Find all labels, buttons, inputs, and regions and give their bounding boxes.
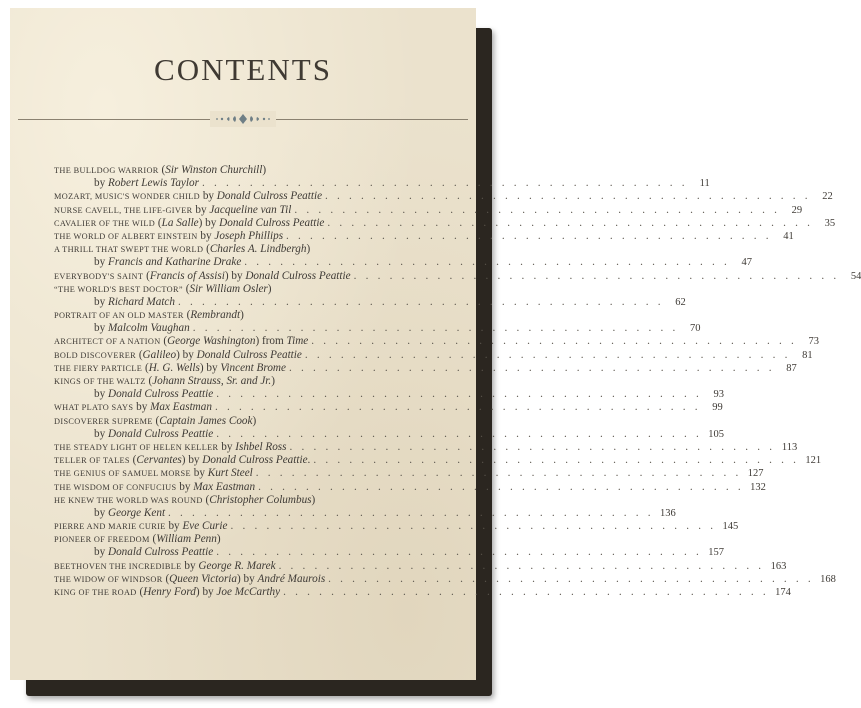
entry-title: PORTRAIT OF AN OLD MASTER bbox=[54, 311, 184, 321]
entry-title: BOLD DISCOVERER bbox=[54, 350, 137, 360]
toc-first-line bbox=[54, 401, 212, 414]
dot-leader: . . . . . . . . . . . . . . . . . . . . . . . . . . . . . . . . . . . . . . . . . bbox=[216, 388, 702, 401]
toc-entry bbox=[54, 480, 766, 494]
page-number: 54 bbox=[850, 270, 861, 282]
entry-author: Ishbel Ross bbox=[235, 440, 287, 453]
toc-entry bbox=[54, 401, 723, 414]
byline: by Robert Lewis Taylor bbox=[94, 177, 199, 190]
page-number: 29 bbox=[791, 204, 803, 216]
dot-leader: . . . . . . . . . . . . . . . . . . . . . . . . . . . . . . . . . . . . . . . . . bbox=[258, 480, 744, 493]
dot-leader: . . . . . . . . . . . . . . . . . . . . . . . . . . . . . . . . . . . . . . . . . bbox=[244, 256, 731, 269]
page-number: 105 bbox=[708, 428, 724, 440]
entry-author: Max Eastman bbox=[193, 480, 256, 493]
toc-entry bbox=[54, 533, 724, 559]
dot-leader: . . . . . . . . . . . . . . . . . . . . . . . . . . . . . . . . . . . . . . . . . bbox=[283, 586, 769, 598]
dot-leader: . . . . . . . . . . . . . . . . . . . . . . . . . . . . . . . . . . . . . . . . . bbox=[286, 229, 772, 242]
toc-line bbox=[54, 348, 813, 362]
toc-entry bbox=[54, 572, 836, 586]
page-number: 73 bbox=[808, 336, 820, 348]
byline: by Eve Curie bbox=[168, 520, 228, 533]
toc-line bbox=[54, 322, 701, 335]
dot-leader: . . . . . . . . . . . . . . . . . . . . . . . . . . . . . . . . . . . . . . . . . bbox=[168, 506, 654, 519]
entry-title: ARCHITECT OF A NATION bbox=[54, 337, 161, 347]
page-number: 62 bbox=[675, 296, 686, 308]
byline: by George Kent bbox=[94, 506, 166, 519]
toc-entry bbox=[54, 335, 820, 348]
entry-subject: William Penn bbox=[156, 533, 217, 546]
toc-line bbox=[54, 440, 798, 454]
toc-line bbox=[54, 229, 794, 243]
book-page bbox=[10, 8, 861, 680]
toc-entry bbox=[54, 229, 794, 243]
toc-line bbox=[54, 164, 432, 177]
page-number: 81 bbox=[802, 349, 813, 361]
entry-title: KINGS OF THE WALTZ bbox=[54, 377, 146, 386]
entry-title: THE WORLD OF ALBERT EINSTEIN bbox=[54, 231, 198, 241]
toc-line bbox=[54, 361, 797, 375]
entry-author: George R. Marek bbox=[198, 559, 276, 572]
toc-line bbox=[54, 243, 432, 256]
byline: by George R. Marek bbox=[184, 559, 276, 572]
entry-subject: Queen Victoria bbox=[169, 572, 238, 585]
toc-first-line: THE FIERY PARTICLE (H. G. Wells) by Vincent Brome bbox=[54, 361, 286, 374]
toc-line bbox=[54, 494, 432, 507]
entry-title: DISCOVERER SUPREME bbox=[54, 416, 153, 426]
byline: by Donald Culross Peattie. bbox=[188, 454, 311, 467]
author-suffix: . bbox=[307, 454, 311, 467]
entry-author: Donald Culross Peattie bbox=[202, 454, 308, 467]
toc-entry bbox=[54, 414, 724, 441]
page-number: 87 bbox=[786, 362, 797, 374]
toc-line bbox=[54, 506, 676, 520]
toc-first-line bbox=[54, 190, 322, 203]
dot-leader: . . . . . . . . . . . . . . . . . . . . . . . . . . . . . . . . . . . . . . . . . bbox=[216, 427, 702, 440]
entry-subject: Christopher Columbus bbox=[209, 493, 312, 506]
entry-author: André Maurois bbox=[257, 572, 326, 585]
page-number: 168 bbox=[820, 573, 836, 585]
author-prefix: from bbox=[261, 335, 284, 348]
toc-first-line bbox=[54, 204, 291, 217]
dot-leader: . . . . . . . . . . . . . . . . . . . . . . . . . . . . . . . . . . . . . . . . . bbox=[255, 467, 742, 480]
entry-subject: Sir William Osler bbox=[189, 282, 268, 295]
toc-line bbox=[54, 427, 724, 441]
entry-subject: Sir Winston Churchill bbox=[165, 164, 263, 176]
entry-subject: Henry Ford bbox=[143, 586, 196, 598]
entry-subject: Galileo bbox=[142, 348, 177, 361]
ornament-icon bbox=[210, 111, 276, 127]
entry-author: Donald Culross Peattie bbox=[107, 427, 214, 440]
dot-leader: . . . . . . . . . . . . . . . . . . . . . . . . . . . . . . . . . . . . . . . . . bbox=[325, 190, 811, 203]
toc-line bbox=[54, 335, 820, 348]
byline: by Donald Culross Peattie bbox=[94, 546, 214, 559]
toc-line bbox=[54, 480, 766, 494]
entry-title: THE FIERY PARTICLE bbox=[54, 363, 143, 373]
entry-author: Donald Culross Peattie bbox=[107, 546, 214, 559]
toc-line bbox=[54, 520, 739, 533]
toc-first-line: A THRILL THAT SWEPT THE WORLD (Charles A. Lindbergh) bbox=[54, 243, 311, 256]
byline: by Donald Culross Peattie bbox=[94, 427, 214, 440]
toc-entry bbox=[54, 243, 753, 269]
entry-subject: H. G. Wells bbox=[148, 361, 200, 374]
toc-line bbox=[54, 559, 787, 573]
dot-leader: . . . . . . . . . . . . . . . . . . . . . . . . . . . . . . . . . . . . . . . . . bbox=[327, 216, 814, 229]
toc-line bbox=[54, 269, 861, 283]
entry-author: Donald Culross Peattie bbox=[216, 190, 323, 203]
entry-author: George Kent bbox=[107, 506, 166, 519]
dot-leader: . . . . . . . . . . . . . . . . . . . . . . . . . . . . . . . . . . . . . . . . . bbox=[311, 335, 798, 348]
byline: by Francis and Katharine Drake bbox=[94, 256, 242, 269]
byline: by Joe McCarthy bbox=[202, 586, 281, 598]
entry-subject: Francis of Assisi bbox=[149, 269, 225, 282]
dot-leader: . . . . . . . . . . . . . . . . . . . . . . . . . . . . . . . . . . . . . . . . . bbox=[216, 546, 702, 559]
entry-title: PIONEER OF FREEDOM bbox=[54, 535, 150, 545]
byline: by Donald Culross Peattie bbox=[231, 269, 351, 282]
page-number: 113 bbox=[781, 441, 798, 453]
entry-author: Joe McCarthy bbox=[216, 586, 281, 598]
dot-leader: . . . . . . . . . . . . . . . . . . . . . . . . . . . . . . . . . . . . . . . . . bbox=[288, 361, 775, 374]
toc-entry bbox=[54, 493, 676, 520]
toc-first-line: KING OF THE ROAD (Henry Ford) by Joe McCarthy bbox=[54, 586, 281, 598]
page-number: 136 bbox=[660, 507, 676, 519]
toc-line bbox=[54, 533, 432, 546]
toc-first-line: THE BULLDOG WARRIOR (Sir Winston Churchill) bbox=[54, 164, 267, 176]
toc-entry bbox=[54, 203, 803, 217]
page-number: 127 bbox=[747, 468, 764, 480]
toc-line bbox=[54, 572, 836, 586]
page-number: 174 bbox=[775, 587, 791, 598]
toc-line bbox=[54, 177, 710, 190]
toc-first-line bbox=[54, 467, 253, 480]
entry-title: THE WISDOM OF CONFUCIUS bbox=[54, 482, 177, 492]
toc-line bbox=[54, 454, 822, 467]
byline: by Max Eastman bbox=[179, 480, 256, 493]
toc-line bbox=[54, 256, 753, 269]
dot-leader: . . . . . . . . . . . . . . . . . . . . . . . . . . . . . . . . . . . . . . . . . bbox=[230, 520, 717, 533]
toc-entry bbox=[54, 309, 701, 335]
toc-first-line: HE KNEW THE WORLD WAS ROUND (Christopher Columbus) bbox=[54, 493, 316, 506]
toc-first-line: KINGS OF THE WALTZ (Johann Strauss, Sr. and Jr.) bbox=[54, 375, 275, 387]
byline: by Richard Match bbox=[94, 295, 175, 308]
toc-first-line: BOLD DISCOVERER (Galileo) by Donald Culross Peattie bbox=[54, 348, 302, 361]
toc-line bbox=[54, 467, 764, 480]
toc-line bbox=[54, 295, 686, 309]
byline: by Vincent Brome bbox=[206, 361, 286, 374]
entry-author: Robert Lewis Taylor bbox=[107, 177, 199, 190]
toc-entry bbox=[54, 164, 710, 190]
toc-first-line: PORTRAIT OF AN OLD MASTER (Rembrandt) bbox=[54, 309, 244, 322]
byline: by Malcolm Vaughan bbox=[94, 322, 190, 335]
toc-entry bbox=[54, 586, 791, 599]
dot-leader: . . . . . . . . . . . . . . . . . . . . . . . . . . . . . . . . . . . . . . . . . bbox=[353, 269, 840, 282]
toc-first-line bbox=[54, 481, 255, 494]
toc-entry bbox=[54, 361, 797, 375]
dot-leader: . . . . . . . . . . . . . . . . . . . . . . . . . . . . . . . . . . . . . . . . . bbox=[201, 177, 688, 190]
toc-entry bbox=[54, 190, 833, 203]
toc-line bbox=[54, 546, 724, 559]
entry-title: CAVALIER OF THE WILD bbox=[54, 218, 156, 228]
dot-leader: . . . . . . . . . . . . . . . . . . . . . . . . . . . . . . . . . . . . . . . . . bbox=[294, 203, 781, 216]
page-number: 163 bbox=[770, 560, 787, 572]
toc-line bbox=[54, 203, 803, 217]
toc-entry bbox=[54, 216, 836, 230]
entry-title: WHAT PLATO SAYS bbox=[54, 403, 134, 413]
byline: by Donald Culross Peattie bbox=[205, 216, 325, 229]
entry-title: “THE WORLD'S BEST DOCTOR” bbox=[54, 284, 183, 294]
toc-entry bbox=[54, 348, 813, 362]
entry-author: Malcolm Vaughan bbox=[107, 322, 190, 335]
page-number: 145 bbox=[722, 521, 739, 533]
entry-author: Donald Culross Peattie bbox=[245, 269, 351, 282]
entry-subject: Captain James Cook bbox=[159, 414, 253, 427]
page-number: 93 bbox=[713, 389, 724, 401]
toc-line bbox=[54, 309, 432, 322]
page-title: CONTENTS bbox=[154, 52, 332, 87]
toc-first-line: TELLER OF TALES (Cervantes) by Donald Culross Peattie. bbox=[54, 454, 311, 467]
entry-subject: Charles A. Lindbergh bbox=[209, 243, 307, 256]
toc-first-line: PIONEER OF FREEDOM (William Penn) bbox=[54, 533, 221, 546]
dot-leader: . . . . . . . . . . . . . . . . . . . . . . . . . . . . . . . . . . . . . . . . . bbox=[328, 572, 814, 585]
toc-entry bbox=[54, 375, 724, 401]
toc-line bbox=[54, 190, 833, 203]
toc-line bbox=[54, 375, 432, 388]
toc-line bbox=[54, 401, 723, 414]
toc-entry bbox=[54, 269, 861, 283]
entry-author: Kurt Steel bbox=[207, 467, 253, 480]
toc-first-line: EVERYBODY'S SAINT (Francis of Assisi) by Donald Culross Peattie bbox=[54, 269, 351, 282]
toc-first-line: THE WIDOW OF WINDSOR (Queen Victoria) by André Maurois bbox=[54, 572, 326, 585]
toc-first-line: CAVALIER OF THE WILD (La Salle) by Donald Culross Peattie bbox=[54, 216, 325, 229]
entry-title: PIERRE AND MARIE CURIE bbox=[54, 522, 166, 532]
dot-leader: . . . . . . . . . . . . . . . . . . . . . . . . . . . . . . . . . . . . . . . . . bbox=[178, 295, 664, 308]
dot-leader: . . . . . . . . . . . . . . . . . . . . . . . . . . . . . . . . . . . . . . . . . bbox=[304, 348, 791, 361]
dot-leader: . . . . . . . . . . . . . . . . . . . . . . . . . . . . . . . . . . . . . . . . . bbox=[214, 401, 701, 414]
entry-title: THE STEADY LIGHT OF HELEN KELLER bbox=[54, 442, 219, 452]
byline: by Ishbel Ross bbox=[221, 440, 287, 453]
toc-first-line bbox=[54, 230, 283, 243]
entry-subject: Cervantes bbox=[136, 454, 182, 467]
entry-subject: George Washington bbox=[167, 335, 256, 348]
toc-line bbox=[54, 216, 836, 230]
byline: by Donald Culross Peattie bbox=[202, 190, 323, 203]
entry-title: THE BULLDOG WARRIOR bbox=[54, 166, 159, 175]
dot-leader: . . . . . . . . . . . . . . . . . . . . . . . . . . . . . . . . . . . . . . . . . bbox=[289, 440, 776, 453]
toc-entry bbox=[54, 440, 798, 454]
entry-subject: Johann Strauss, Sr. and Jr. bbox=[152, 375, 272, 387]
entry-title: TELLER OF TALES bbox=[54, 456, 130, 466]
entry-author: Max Eastman bbox=[150, 401, 212, 414]
toc-first-line bbox=[54, 441, 287, 454]
entry-title: KING OF THE ROAD bbox=[54, 588, 137, 597]
dot-leader: . . . . . . . . . . . . . . . . . . . . . . . . . . . . . . . . . . . . . . . . . bbox=[192, 322, 679, 335]
page-number: 70 bbox=[689, 323, 701, 335]
entry-title: BEETHOVEN THE INCREDIBLE bbox=[54, 561, 182, 571]
entry-author: Donald Culross Peattie bbox=[196, 348, 302, 361]
toc-entry bbox=[54, 454, 822, 467]
page-number: 41 bbox=[783, 230, 794, 242]
contents-list bbox=[54, 164, 861, 599]
toc-entry bbox=[54, 559, 787, 573]
entry-subject: La Salle bbox=[161, 216, 199, 229]
toc-first-line bbox=[54, 520, 227, 533]
entry-author: Richard Match bbox=[107, 295, 175, 308]
entry-author: Time bbox=[286, 335, 309, 348]
entry-author: Joseph Phillips bbox=[214, 229, 284, 242]
page-number: 121 bbox=[805, 455, 822, 467]
page-number: 35 bbox=[824, 217, 836, 229]
toc-line bbox=[54, 586, 791, 599]
toc-entry bbox=[54, 282, 686, 309]
toc-entry bbox=[54, 467, 764, 480]
byline: by Max Eastman bbox=[136, 401, 212, 414]
toc-first-line: “THE WORLD'S BEST DOCTOR” (Sir William Osler) bbox=[54, 282, 272, 295]
byline: by Joseph Phillips bbox=[200, 229, 284, 242]
dot-leader: . . . . . . . . . . . . . . . . . . . . . . . . . . . . . . . . . . . . . . . . . bbox=[313, 454, 800, 467]
toc-first-line bbox=[54, 560, 276, 573]
entry-author: Jacqueline van Til bbox=[209, 203, 292, 216]
byline: by Jacqueline van Til bbox=[195, 203, 292, 216]
entry-title: THE WIDOW OF WINDSOR bbox=[54, 574, 163, 584]
toc-first-line: ARCHITECT OF A NATION (George Washington) from Time bbox=[54, 335, 309, 348]
entry-title: A THRILL THAT SWEPT THE WORLD bbox=[54, 245, 204, 255]
byline: by Donald Culross Peattie bbox=[182, 348, 302, 361]
entry-title: EVERYBODY'S SAINT bbox=[54, 271, 144, 281]
page-number: 157 bbox=[708, 547, 724, 559]
page-number: 132 bbox=[750, 481, 766, 493]
entry-author: Vincent Brome bbox=[220, 361, 286, 374]
page-number: 11 bbox=[699, 178, 710, 190]
toc-line bbox=[54, 283, 432, 296]
entry-title: THE GENIUS OF SAMUEL MORSE bbox=[54, 469, 191, 479]
entry-author: Donald Culross Peattie bbox=[219, 216, 325, 229]
entry-author: Francis and Katharine Drake bbox=[107, 256, 242, 269]
entry-subject: Rembrandt bbox=[190, 309, 241, 322]
toc-entry bbox=[54, 520, 739, 533]
page-number: 99 bbox=[712, 402, 723, 414]
entry-title: MOZART, MUSIC'S WONDER CHILD bbox=[54, 192, 201, 202]
byline: by Kurt Steel bbox=[193, 467, 253, 480]
entry-author: Eve Curie bbox=[182, 520, 228, 533]
byline bbox=[262, 335, 308, 347]
byline: by André Maurois bbox=[243, 572, 326, 585]
toc-line bbox=[54, 415, 432, 428]
toc-line bbox=[54, 388, 724, 401]
entry-title: HE KNEW THE WORLD WAS ROUND bbox=[54, 495, 203, 505]
entry-title: NURSE CAVELL, THE LIFE-GIVER bbox=[54, 205, 193, 215]
page-number: 47 bbox=[741, 257, 753, 269]
toc-first-line: DISCOVERER SUPREME (Captain James Cook) bbox=[54, 414, 257, 427]
entry-author: Donald Culross Peattie bbox=[107, 388, 214, 401]
byline: by Donald Culross Peattie bbox=[94, 388, 214, 401]
page-number: 22 bbox=[822, 191, 833, 203]
dot-leader: . . . . . . . . . . . . . . . . . . . . . . . . . . . . . . . . . . . . . . . . . bbox=[278, 559, 765, 572]
